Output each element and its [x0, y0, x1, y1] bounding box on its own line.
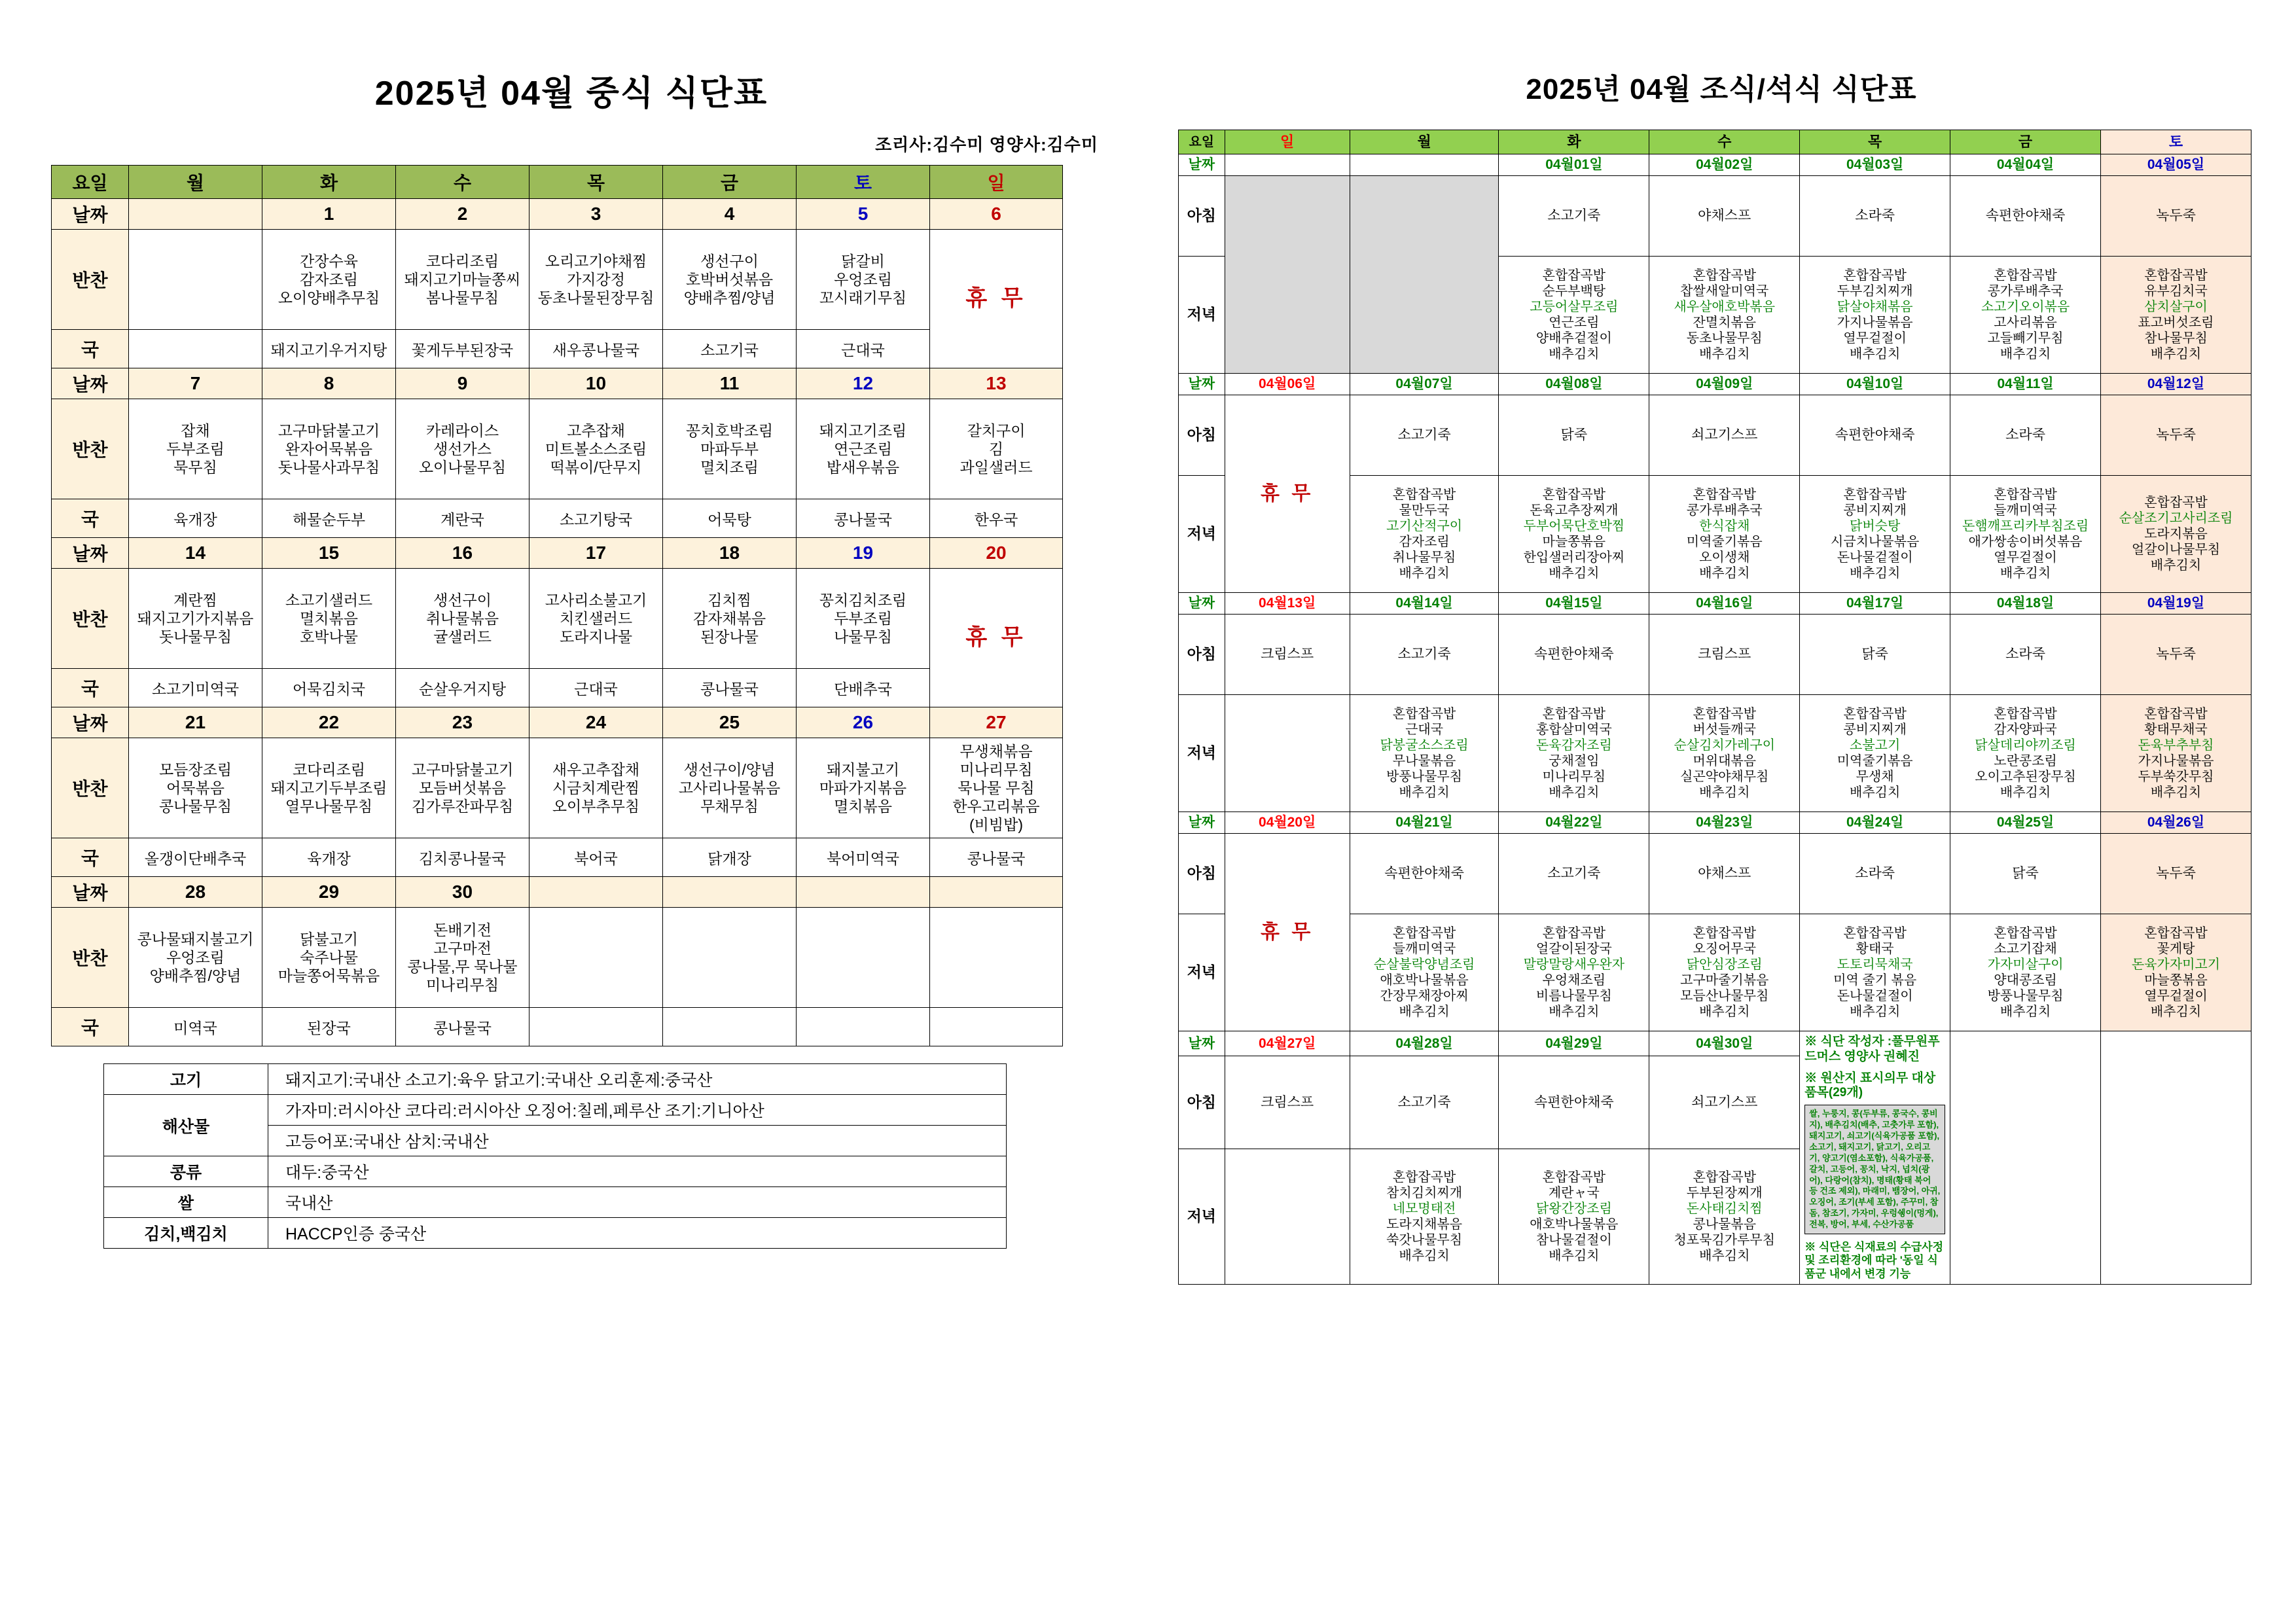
- bs-morning-cell: 녹두죽: [2101, 834, 2251, 914]
- bs-header-sat: 토: [2101, 130, 2251, 154]
- lunch-dish-cell: 생선구이 취나물볶음 귤샐러드: [396, 569, 529, 669]
- bs-morning-cell: 야채스프: [1649, 834, 1800, 914]
- lunch-date-row: [52, 877, 1063, 908]
- bs-date-cell: 04월02일: [1649, 154, 1800, 176]
- lunch-row-label-dish: 반찬: [52, 399, 129, 499]
- bs-date-row: [1179, 1031, 2251, 1056]
- bs-empty-cell: [1225, 176, 1350, 374]
- bs-date-cell: 04월22일: [1499, 812, 1649, 834]
- lunch-dish-cell: 김치찜 감자채볶음 된장나물: [663, 569, 797, 669]
- lunch-row-label-date: 날짜: [52, 199, 129, 230]
- bs-evening-cell: [1225, 695, 1350, 812]
- lunch-dish-cell: 간장수육 감자조림 오이양배추무침: [262, 230, 396, 330]
- bs-date-cell: 04월19일: [2101, 593, 2251, 615]
- bs-date-cell: 04월04일: [1950, 154, 2101, 176]
- lunch-date-cell: 7: [129, 368, 262, 399]
- bs-evening-cell: 혼합잡곡밥 들깨미역국 돈햄깨프리카부침조림 애가쌍송이버섯볶음 열무겉절이 배추김치: [1950, 476, 2101, 593]
- lunch-dish-row: [52, 399, 1063, 499]
- lunch-date-cell: 18: [663, 538, 797, 569]
- bs-date-cell: [1225, 154, 1350, 176]
- bs-morning-cell: 크림스프: [1225, 1056, 1350, 1149]
- lunch-table: [51, 165, 1063, 1046]
- lunch-dish-row: [52, 738, 1063, 838]
- lunch-date-cell: 11: [663, 368, 797, 399]
- lunch-date-cell: 21: [129, 707, 262, 738]
- lunch-date-cell: 8: [262, 368, 396, 399]
- origin-value: 국내산: [268, 1187, 1007, 1218]
- lunch-row-label-soup: 국: [52, 838, 129, 877]
- bs-evening-cell: 혼합잡곡밥 두부된장찌개 돈사태김치찜 콩나물볶음 청포묵김가루무침 배추김치: [1649, 1149, 1800, 1285]
- bs-date-cell: 04월06일: [1225, 374, 1350, 395]
- bs-date-cell: 04월08일: [1499, 374, 1649, 395]
- lunch-dish-cell: 돈배기전 고구마전 콩나물,무 묵나물 미나리무침: [396, 908, 529, 1008]
- lunch-header-wed: 수: [396, 166, 529, 199]
- bs-date-cell: 04월07일: [1350, 374, 1499, 395]
- lunch-soup-row: [52, 1008, 1063, 1046]
- lunch-dish-cell: 생선구이/양념 고사리나물볶음 무채무침: [663, 738, 797, 838]
- bs-morning-cell: 속편한야채죽: [1499, 615, 1649, 695]
- lunch-soup-row: [52, 499, 1063, 538]
- lunch-date-cell: 3: [529, 199, 663, 230]
- lunch-dish-cell: 닭갈비 우엉조림 꼬시래기무침: [797, 230, 930, 330]
- lunch-dish-cell: [129, 230, 262, 330]
- lunch-date-cell: [529, 877, 663, 908]
- lunch-dish-cell: 콩나물돼지불고기 우엉조림 양배추찜/양념: [129, 908, 262, 1008]
- bs-evening-cell: 혼합잡곡밥 근대국 닭봉굴소스조림 무나물볶음 방풍나물무침 배추김치: [1350, 695, 1499, 812]
- lunch-header-fri: 금: [663, 166, 797, 199]
- lunch-date-cell: 16: [396, 538, 529, 569]
- lunch-date-row: [52, 707, 1063, 738]
- bs-morning-cell: 쇠고기스프: [1649, 1056, 1800, 1149]
- bs-evening-row: [1179, 695, 2251, 812]
- bs-evening-cell: 혼합잡곡밥 돈육고추장찌개 두부어묵단호박찜 마늘쫑볶음 한입샐러리장아찌 배추김치: [1499, 476, 1649, 593]
- lunch-soup-cell: [129, 330, 262, 368]
- lunch-dish-cell: 돼지고기조림 연근조림 밥새우볶음: [797, 399, 930, 499]
- lunch-dish-cell: 꽁치호박조림 마파두부 멸치조림: [663, 399, 797, 499]
- bs-header-sun: 일: [1225, 130, 1350, 154]
- origin-value: 돼지고기:국내산 소고기:육우 닭고기:국내산 오리훈제:중국산: [268, 1064, 1007, 1095]
- lunch-dish-cell: 코다리조림 돼지고기두부조림 열무나물무침: [262, 738, 396, 838]
- lunch-soup-cell: 소고기미역국: [129, 669, 262, 707]
- bs-row-label-date: 날짜: [1179, 374, 1225, 395]
- lunch-date-cell: 28: [129, 877, 262, 908]
- lunch-soup-cell: 육개장: [129, 499, 262, 538]
- lunch-dish-cell: 소고기샐러드 멸치볶음 호박나물: [262, 569, 396, 669]
- lunch-soup-cell: 순살우거지탕: [396, 669, 529, 707]
- bs-date-cell: 04월16일: [1649, 593, 1800, 615]
- lunch-soup-cell: 콩나물국: [930, 838, 1063, 877]
- lunch-date-cell: 12: [797, 368, 930, 399]
- lunch-soup-cell: 꽃게두부된장국: [396, 330, 529, 368]
- bs-morning-cell: 속편한야채죽: [1350, 834, 1499, 914]
- bs-evening-cell: 혼합잡곡밥 계란ャ국 닭왕간장조림 애호박나물볶음 참나물겉절이 배추김치: [1499, 1149, 1649, 1285]
- note-origin-label: ※ 원산지 표시의무 대상 품목(29개): [1804, 1071, 1936, 1100]
- lunch-row-label-dish: 반찬: [52, 738, 129, 838]
- lunch-row-label-soup: 국: [52, 499, 129, 538]
- lunch-dish-cell: [930, 908, 1063, 1008]
- lunch-dish-cell: 돼지불고기 마파가지볶음 멸치볶음: [797, 738, 930, 838]
- lunch-soup-cell: 콩나물국: [396, 1008, 529, 1046]
- lunch-date-row: [52, 538, 1063, 569]
- bs-row-label-morning: 아침: [1179, 834, 1225, 914]
- lunch-soup-row: [52, 669, 1063, 707]
- lunch-date-cell: [129, 199, 262, 230]
- bs-header-mon: 월: [1350, 130, 1499, 154]
- origin-key: 김치,백김치: [104, 1218, 268, 1249]
- lunch-soup-cell: 새우콩나물국: [529, 330, 663, 368]
- bs-morning-cell: 속편한야채죽: [1950, 176, 2101, 257]
- bs-morning-cell: 소고기죽: [1499, 834, 1649, 914]
- bs-evening-cell: 혼합잡곡밥 물만두국 고기산적구이 감자조림 취나물무침 배추김치: [1350, 476, 1499, 593]
- origin-key: 콩류: [104, 1156, 268, 1187]
- lunch-date-cell: 13: [930, 368, 1063, 399]
- bs-date-row: [1179, 812, 2251, 834]
- lunch-date-cell: 17: [529, 538, 663, 569]
- bs-morning-cell: 닭죽: [1800, 615, 1950, 695]
- origin-row: [104, 1156, 1007, 1187]
- bs-row-label-morning: 아침: [1179, 1056, 1225, 1149]
- lunch-date-cell: 2: [396, 199, 529, 230]
- bs-morning-cell: 닭죽: [1499, 395, 1649, 476]
- lunch-date-cell: 15: [262, 538, 396, 569]
- lunch-row-label-dish: 반찬: [52, 908, 129, 1008]
- bs-date-cell: 04월27일: [1225, 1031, 1350, 1056]
- bs-evening-cell: 혼합잡곡밥 콩비지찌개 닭버슷탕 시금치나물볶음 돈나물겉절이 배추김치: [1800, 476, 1950, 593]
- lunch-dish-cell: 고사리소불고기 치킨샐러드 도라지나물: [529, 569, 663, 669]
- lunch-dish-cell: 잡채 두부조림 묵무침: [129, 399, 262, 499]
- lunch-dish-cell: 고구마닭불고기 모듬버섯볶음 김가루잔파무침: [396, 738, 529, 838]
- lunch-header-sun: 일: [930, 166, 1063, 199]
- bs-date-cell: 04월25일: [1950, 812, 2101, 834]
- bs-row-label-evening: 저녁: [1179, 1149, 1225, 1285]
- bs-empty-cell: [1950, 1031, 2101, 1285]
- bs-morning-cell: 녹두죽: [2101, 176, 2251, 257]
- bs-date-cell: 04월01일: [1499, 154, 1649, 176]
- lunch-date-cell: 26: [797, 707, 930, 738]
- lunch-date-row: [52, 199, 1063, 230]
- origin-row: [104, 1064, 1007, 1095]
- lunch-dish-row: [52, 908, 1063, 1008]
- lunch-soup-cell: 북어국: [529, 838, 663, 877]
- bs-evening-cell: 혼합잡곡밥 찹쌀새알미역국 새우살애호박볶음 잔멸치볶음 동초나물무침 배추김치: [1649, 257, 1800, 374]
- bs-row-label-date: 날짜: [1179, 1031, 1225, 1056]
- lunch-soup-cell: [930, 1008, 1063, 1046]
- bs-date-cell: [1350, 154, 1499, 176]
- bs-evening-cell: [1225, 1149, 1350, 1285]
- lunch-soup-cell: 어묵탕: [663, 499, 797, 538]
- bs-date-cell: 04월12일: [2101, 374, 2251, 395]
- origin-row: [104, 1095, 1007, 1126]
- lunch-soup-cell: 닭개장: [663, 838, 797, 877]
- bs-date-cell: 04월29일: [1499, 1031, 1649, 1056]
- bs-date-cell: 04월30일: [1649, 1031, 1800, 1056]
- origin-key: 쌀: [104, 1187, 268, 1218]
- lunch-date-cell: 19: [797, 538, 930, 569]
- lunch-date-cell: 30: [396, 877, 529, 908]
- bs-date-cell: 04월11일: [1950, 374, 2101, 395]
- lunch-dish-cell: 카레라이스 생선가스 오이나물무침: [396, 399, 529, 499]
- lunch-soup-cell: 어묵김치국: [262, 669, 396, 707]
- bs-notes-cell: [1800, 1031, 1950, 1285]
- lunch-date-cell: [930, 877, 1063, 908]
- lunch-soup-cell: 해물순두부: [262, 499, 396, 538]
- bs-date-cell: 04월26일: [2101, 812, 2251, 834]
- bs-header-wed: 수: [1649, 130, 1800, 154]
- bs-row-label-morning: 아침: [1179, 395, 1225, 476]
- bs-morning-cell: 소라죽: [1800, 834, 1950, 914]
- lunch-header-weekday: 요일: [52, 166, 129, 199]
- lunch-header-tue: 화: [262, 166, 396, 199]
- lunch-dish-cell: 고구마닭불고기 완자어묵볶음 돗나물사과무침: [262, 399, 396, 499]
- bs-header-thu: 목: [1800, 130, 1950, 154]
- lunch-section: [51, 65, 1105, 1249]
- bs-morning-cell: 크림스프: [1225, 615, 1350, 695]
- lunch-soup-cell: 콩나물국: [797, 499, 930, 538]
- lunch-holiday-cell: 휴 무: [930, 569, 1063, 707]
- lunch-date-row: [52, 368, 1063, 399]
- bs-morning-cell: 닭죽: [1950, 834, 2101, 914]
- lunch-soup-cell: 근대국: [797, 330, 930, 368]
- lunch-row-label-soup: 국: [52, 330, 129, 368]
- lunch-soup-cell: 북어미역국: [797, 838, 930, 877]
- lunch-date-cell: [663, 877, 797, 908]
- bs-morning-cell: 녹두죽: [2101, 615, 2251, 695]
- lunch-date-cell: 23: [396, 707, 529, 738]
- bs-morning-cell: 소고기죽: [1350, 615, 1499, 695]
- origin-value: 대두:중국산: [268, 1156, 1007, 1187]
- lunch-soup-row: [52, 838, 1063, 877]
- bs-evening-cell: 혼합잡곡밥 꽃게탕 돈육가자미고기 마늘쫑볶음 열무겉절이 배추김치: [2101, 914, 2251, 1031]
- lunch-date-cell: 14: [129, 538, 262, 569]
- bs-morning-cell: 녹두죽: [2101, 395, 2251, 476]
- bs-row-label-date: 날짜: [1179, 812, 1225, 834]
- lunch-soup-cell: [663, 1008, 797, 1046]
- bs-date-cell: 04월18일: [1950, 593, 2101, 615]
- bs-header-fri: 금: [1950, 130, 2101, 154]
- lunch-dish-cell: 새우고추잡채 시금치계란찜 오이부추무침: [529, 738, 663, 838]
- bs-morning-cell: 속편한야채죽: [1800, 395, 1950, 476]
- note-origin-box: 쌀, 누룽지, 콩(두부류, 콩국수, 콩비지), 배추김치(배추, 고춧가루 포함), 돼지고기, 쇠고기(식육가공품 포함), 소고기, 돼지고기, 닭고기, 오리고기, 양고기(염소포함), 식육가공품, 갈치, 고등어, 꽁치, 낙지, 넙치(광어), 다랑어(참치), 명태(황태 북어 등 건조 제외), 마래미, 뱀장어, 아귀, 오징어, 조기(부세 포함), 주꾸미, 참돔, 참조기, 가자미, 우렁쉥이(멍게), 전복, 방어, 부세, 수산가공품: [1804, 1105, 1945, 1234]
- bs-evening-cell: 혼합잡곡밥 황태무채국 돈육부추부침 가지나물볶음 두부쑥갓무침 배추김치: [2101, 695, 2251, 812]
- lunch-holiday-cell: 휴 무: [930, 230, 1063, 368]
- bs-evening-cell: 혼합잡곡밥 얼갈이된장국 말랑말랑새우완자 우엉채조림 비름나물무침 배추김치: [1499, 914, 1649, 1031]
- bs-empty-cell-sat: [2101, 1031, 2251, 1285]
- lunch-date-cell: 25: [663, 707, 797, 738]
- lunch-dish-cell: 코다리조림 돼지고기마늘쫑씨 봄나물무침: [396, 230, 529, 330]
- lunch-dish-cell: [797, 908, 930, 1008]
- bs-date-cell: 04월14일: [1350, 593, 1499, 615]
- bs-date-cell: 04월05일: [2101, 154, 2251, 176]
- bs-morning-cell: 소고기죽: [1499, 176, 1649, 257]
- bs-evening-cell: 혼합잡곡밥 두부김치찌개 닭살야채볶음 가지나물볶음 열무겉절이 배추김치: [1800, 257, 1950, 374]
- bs-row-label-evening: 저녁: [1179, 476, 1225, 593]
- lunch-dish-row: [52, 230, 1063, 330]
- lunch-title: 2025년 04월 중식 식단표: [374, 75, 768, 113]
- lunch-header-thu: 목: [529, 166, 663, 199]
- bs-row-label-evening: 저녁: [1179, 257, 1225, 374]
- note-disclaimer: ※ 식단은 식재료의 수급사정 및 조리환경에 따라 '동일 식품군 내에서 변경 기능: [1804, 1240, 1944, 1280]
- lunch-date-cell: 1: [262, 199, 396, 230]
- lunch-date-cell: 9: [396, 368, 529, 399]
- breakfast-title: 2025년 04월 조식/석식 식단표: [1526, 73, 1917, 105]
- lunch-soup-cell: 한우국: [930, 499, 1063, 538]
- bs-evening-cell: 혼합잡곡밥 오징어무국 닭안심장조림 고구마줄기볶음 모듬산나물무침 배추김치: [1649, 914, 1800, 1031]
- bs-date-row: [1179, 154, 2251, 176]
- origin-value: 고등어포:국내산 삼치:국내산: [268, 1126, 1007, 1156]
- lunch-soup-cell: 단배추국: [797, 669, 930, 707]
- bs-row-label-morning: 아침: [1179, 176, 1225, 257]
- lunch-row-label-dish: 반찬: [52, 569, 129, 669]
- lunch-dish-cell: 모듬장조림 어묵볶음 콩나물무침: [129, 738, 262, 838]
- bs-evening-cell: 혼합잡곡밥 소고기잡채 가자미살구이 양대콩조림 방풍나물무침 배추김치: [1950, 914, 2101, 1031]
- lunch-soup-cell: 된장국: [262, 1008, 396, 1046]
- bs-evening-cell: 혼합잡곡밥 홍합살미역국 돈육감자조림 궁채절임 미나리무침 배추김치: [1499, 695, 1649, 812]
- bs-header-tue: 화: [1499, 130, 1649, 154]
- note-author: ※ 식단 작성자 :풀무원푸드머스 영양사 권혜진: [1804, 1035, 1940, 1063]
- bs-holiday-cell: 휴 무: [1225, 834, 1350, 1031]
- lunch-soup-row: [52, 330, 1063, 368]
- bs-morning-cell: 야채스프: [1649, 176, 1800, 257]
- lunch-row-label-dish: 반찬: [52, 230, 129, 330]
- bs-evening-cell: 혼합잡곡밥 유부김치국 삼치살구이 표고버섯조림 참나물무침 배추김치: [2101, 257, 2251, 374]
- bs-evening-cell: 혼합잡곡밥 순두부백탕 고등어살무조림 연근조림 양배추겉절이 배추김치: [1499, 257, 1649, 374]
- origin-row: [104, 1218, 1007, 1249]
- lunch-dish-cell: 꽁치김치조림 두부조림 나물무침: [797, 569, 930, 669]
- lunch-header-mon: 월: [129, 166, 262, 199]
- lunch-dish-cell: [663, 908, 797, 1008]
- lunch-date-cell: [797, 877, 930, 908]
- lunch-soup-cell: [529, 1008, 663, 1046]
- lunch-soup-cell: 콩나물국: [663, 669, 797, 707]
- bs-morning-row: [1179, 395, 2251, 476]
- bs-date-cell: 04월17일: [1800, 593, 1950, 615]
- lunch-row-label-date: 날짜: [52, 877, 129, 908]
- bs-morning-cell: 크림스프: [1649, 615, 1800, 695]
- origin-table: [103, 1063, 1007, 1249]
- lunch-dish-cell: 생선구이 호박버섯볶음 양배추찜/양념: [663, 230, 797, 330]
- bs-date-cell: 04월03일: [1800, 154, 1950, 176]
- bs-evening-cell: 혼합잡곡밥 콩가루배추국 한식잡채 미역줄기볶음 오이생채 배추김치: [1649, 476, 1800, 593]
- lunch-dish-cell: 고추잡채 미트볼소스조림 떡볶이/단무지: [529, 399, 663, 499]
- lunch-date-cell: 4: [663, 199, 797, 230]
- lunch-date-cell: 10: [529, 368, 663, 399]
- lunch-date-cell: 20: [930, 538, 1063, 569]
- bs-row-label-evening: 저녁: [1179, 914, 1225, 1031]
- bs-evening-cell: 혼합잡곡밥 감자양파국 닭살데리야끼조림 노란콩조림 오이고추된장무침 배추김치: [1950, 695, 2101, 812]
- lunch-row-label-soup: 국: [52, 1008, 129, 1046]
- lunch-header-sat: 토: [797, 166, 930, 199]
- lunch-soup-cell: 근대국: [529, 669, 663, 707]
- lunch-dish-cell: 계란찜 돼지고기가지볶음 돗나물무침: [129, 569, 262, 669]
- bs-date-cell: 04월15일: [1499, 593, 1649, 615]
- lunch-soup-cell: 계란국: [396, 499, 529, 538]
- bs-date-row: [1179, 374, 2251, 395]
- bs-header-row: [1179, 130, 2251, 154]
- bs-row-label-evening: 저녁: [1179, 695, 1225, 812]
- lunch-date-cell: 22: [262, 707, 396, 738]
- bs-date-cell: 04월13일: [1225, 593, 1350, 615]
- bs-morning-row: [1179, 615, 2251, 695]
- bs-morning-cell: 소고기죽: [1350, 395, 1499, 476]
- lunch-soup-cell: [797, 1008, 930, 1046]
- bs-evening-cell: 혼합잡곡밥 참치김치찌개 네모명태전 도라지채볶음 쑥갓나물무침 배추김치: [1350, 1149, 1499, 1285]
- lunch-soup-cell: 올갱이단배추국: [129, 838, 262, 877]
- bs-morning-row: [1179, 834, 2251, 914]
- bs-date-cell: 04월09일: [1649, 374, 1800, 395]
- breakfast-dinner-section: [1178, 65, 2265, 1285]
- bs-evening-cell: 혼합잡곡밥 순살조기고사리조림 도라지볶음 얼갈이나물무침 배추김치: [2101, 476, 2251, 593]
- bs-date-cell: 04월24일: [1800, 812, 1950, 834]
- bs-morning-cell: 소라죽: [1950, 615, 2101, 695]
- bs-date-cell: 04월23일: [1649, 812, 1800, 834]
- origin-value: HACCP인증 중국산: [268, 1218, 1007, 1249]
- bs-morning-cell: 쇠고기스프: [1649, 395, 1800, 476]
- lunch-date-cell: 29: [262, 877, 396, 908]
- lunch-row-label-date: 날짜: [52, 368, 129, 399]
- origin-row: [104, 1187, 1007, 1218]
- lunch-date-cell: 24: [529, 707, 663, 738]
- bs-date-cell: 04월20일: [1225, 812, 1350, 834]
- bs-row-label-date: 날짜: [1179, 154, 1225, 176]
- lunch-dish-cell: 오리고기야채찜 가지강정 동초나물된장무침: [529, 230, 663, 330]
- bs-evening-cell: 혼합잡곡밥 들깨미역국 순살불락양념조림 애호박나물볶음 간장무채장아찌 배추김치: [1350, 914, 1499, 1031]
- lunch-header-row: [52, 166, 1063, 199]
- origin-key: 고기: [104, 1064, 268, 1095]
- lunch-soup-cell: 소고기국: [663, 330, 797, 368]
- bs-row-label-morning: 아침: [1179, 615, 1225, 695]
- lunch-staff: 조리사:김수미 영양사:김수미: [875, 135, 1098, 154]
- lunch-date-cell: 27: [930, 707, 1063, 738]
- lunch-dish-cell: [529, 908, 663, 1008]
- lunch-date-cell: 5: [797, 199, 930, 230]
- lunch-row-label-soup: 국: [52, 669, 129, 707]
- lunch-row-label-date: 날짜: [52, 707, 129, 738]
- bs-empty-cell: [1350, 176, 1499, 374]
- lunch-dish-cell: 무생채볶음 미나리무침 묵나물 무침 한우고리볶음 (비빔밥): [930, 738, 1063, 838]
- bs-holiday-cell: 휴 무: [1225, 395, 1350, 593]
- bs-row-label-date: 날짜: [1179, 593, 1225, 615]
- bs-evening-cell: 혼합잡곡밥 버섯들깨국 순살김치가레구이 머위대볶음 실곤약야채무침 배추김치: [1649, 695, 1800, 812]
- bs-evening-cell: 혼합잡곡밥 황태국 도토리묵채국 미역 줄기 볶음 돈나물겉절이 배추김치: [1800, 914, 1950, 1031]
- lunch-date-cell: 6: [930, 199, 1063, 230]
- origin-value: 가자미:러시아산 코다리:러시아산 오징어:칠레,페루산 조기:기니아산: [268, 1095, 1007, 1126]
- bs-date-cell: 04월10일: [1800, 374, 1950, 395]
- bs-evening-cell: 혼합잡곡밥 콩가루배추국 소고기오이볶음 고사리볶음 고들빼기무침 배추김치: [1950, 257, 2101, 374]
- bs-morning-cell: 소고기죽: [1350, 1056, 1499, 1149]
- lunch-soup-cell: 소고기탕국: [529, 499, 663, 538]
- bs-morning-cell: 소라죽: [1950, 395, 2101, 476]
- origin-key: 해산물: [104, 1095, 268, 1156]
- lunch-dish-cell: 갈치구이 김 과일샐러드: [930, 399, 1063, 499]
- lunch-soup-cell: 돼지고기우거지탕: [262, 330, 396, 368]
- bs-morning-row: [1179, 176, 2251, 257]
- bs-evening-cell: 혼합잡곡밥 콩비지찌개 소불고기 미역줄기볶음 무생채 배추김치: [1800, 695, 1950, 812]
- bs-date-cell: 04월21일: [1350, 812, 1499, 834]
- bs-header-weekday: 요일: [1179, 130, 1225, 154]
- bs-morning-cell: 속편한야채죽: [1499, 1056, 1649, 1149]
- bs-morning-cell: 소라죽: [1800, 176, 1950, 257]
- lunch-soup-cell: 미역국: [129, 1008, 262, 1046]
- lunch-row-label-date: 날짜: [52, 538, 129, 569]
- lunch-soup-cell: 김치콩나물국: [396, 838, 529, 877]
- lunch-soup-cell: 육개장: [262, 838, 396, 877]
- breakfast-dinner-table: [1178, 130, 2251, 1285]
- bs-date-cell: 04월28일: [1350, 1031, 1499, 1056]
- lunch-dish-row: [52, 569, 1063, 669]
- lunch-dish-cell: 닭불고기 숙주나물 마늘쫑어묵볶음: [262, 908, 396, 1008]
- bs-date-row: [1179, 593, 2251, 615]
